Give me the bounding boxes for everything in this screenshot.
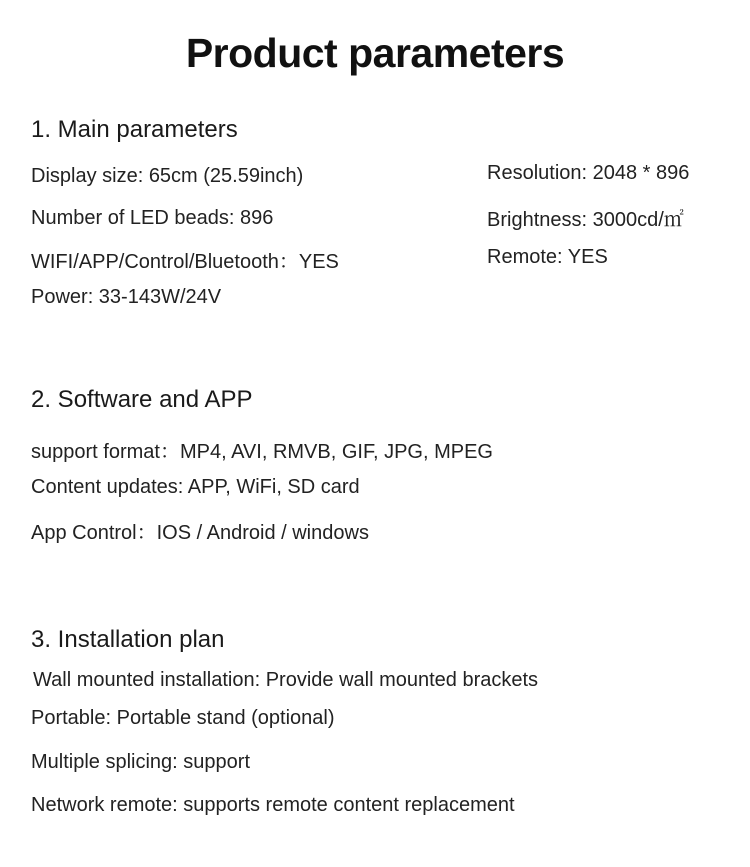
software-support-format: support format：MP4, AVI, RMVB, GIF, JPG, MPEG [31, 441, 493, 463]
install-multiple-splicing: Multiple splicing: support [31, 751, 250, 773]
param-led-beads: Number of LED beads: 896 [31, 207, 274, 229]
install-portable: Portable: Portable stand (optional) [31, 707, 335, 729]
param-display-size: Display size: 65cm (25.59inch) [31, 165, 304, 187]
section-heading-software: 2. Software and APP [31, 386, 253, 413]
install-wall-mounted: Wall mounted installation: Provide wall mounted brackets [33, 669, 539, 691]
param-resolution: Resolution: 2048 * 896 [487, 162, 690, 184]
page-title: Product parameters [185, 30, 565, 76]
param-brightness: Brightness: 3000cd/㎡ [487, 209, 684, 231]
section-heading-installation: 3. Installation plan [31, 626, 225, 653]
param-remote: Remote: YES [487, 246, 608, 268]
param-power: Power: 33-143W/24V [31, 286, 222, 308]
software-content-updates: Content updates: APP, WiFi, SD card [31, 476, 360, 498]
section-heading-main-parameters: 1. Main parameters [31, 116, 238, 143]
software-app-control: App Control：IOS / Android / windows [31, 522, 369, 544]
param-connectivity: WIFI/APP/Control/Bluetooth：YES [31, 251, 339, 273]
install-network-remote: Network remote: supports remote content replacement [31, 794, 515, 816]
